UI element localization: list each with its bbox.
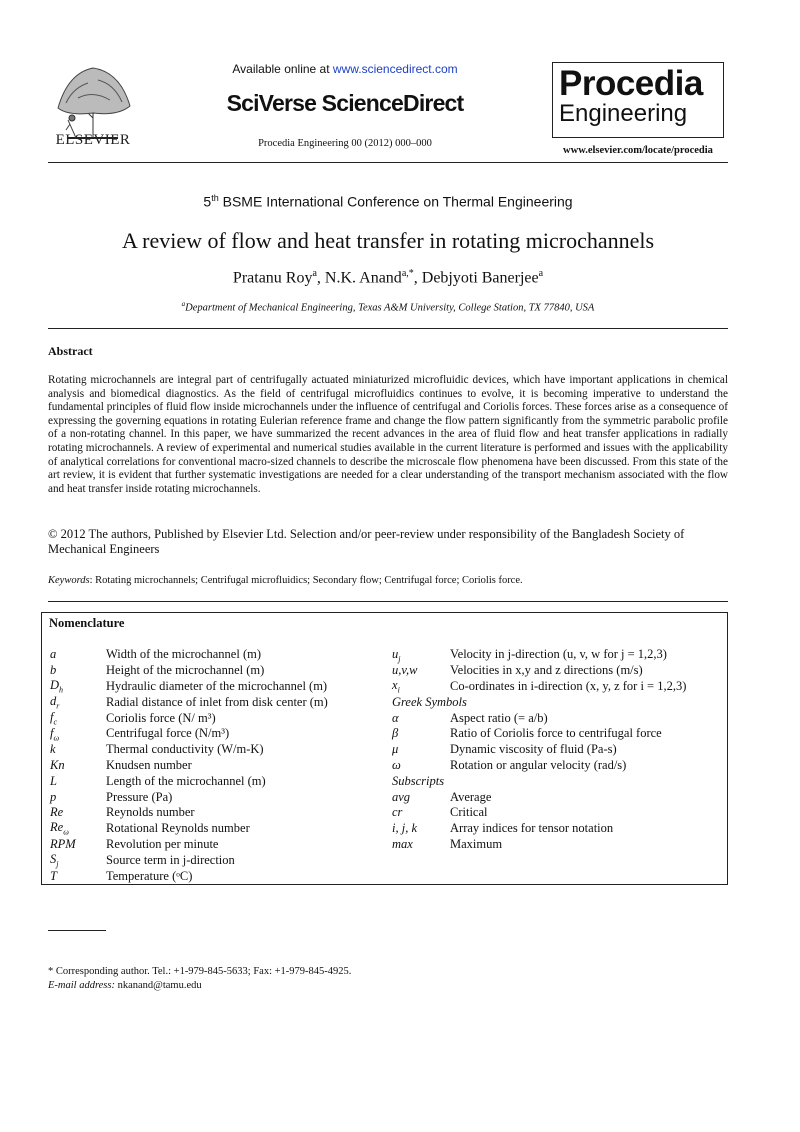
nomenclature-description: Array indices for tensor notation bbox=[450, 821, 614, 836]
nomenclature-symbol-base: RPM bbox=[50, 836, 76, 851]
nomenclature-symbol-base: T bbox=[50, 868, 57, 883]
nomenclature-symbol-base: Re bbox=[50, 820, 64, 835]
author-name: N.K. Anand bbox=[324, 269, 402, 287]
publisher-name: ELSEVIER bbox=[55, 132, 131, 148]
nomenclature-symbol bbox=[392, 711, 450, 726]
nomenclature-row bbox=[50, 868, 328, 884]
nomenclature-symbol bbox=[50, 852, 106, 869]
nomenclature-description: Length of the microchannel (m) bbox=[106, 773, 266, 788]
nomenclature-description: Coriolis force (N/ m³) bbox=[106, 710, 216, 725]
author-affil-mark: a,* bbox=[401, 268, 414, 279]
nomenclature-symbol bbox=[50, 742, 106, 757]
nomenclature-symbol-base: a bbox=[50, 647, 57, 662]
email-line bbox=[48, 979, 728, 993]
nomenclature-description: Pressure (Pa) bbox=[106, 789, 173, 804]
nomenclature-symbol-base: b bbox=[50, 663, 57, 678]
paper-title: A review of flow and heat transfer in rotating microchannels bbox=[121, 228, 655, 253]
nomenclature-description: Revolution per minute bbox=[106, 836, 219, 851]
footnote-divider bbox=[48, 930, 106, 931]
keywords-label: Keywords bbox=[48, 575, 90, 586]
author-affil-mark: a bbox=[538, 268, 544, 279]
nomenclature-symbol-base: Re bbox=[50, 805, 64, 820]
nomenclature-row bbox=[392, 773, 686, 789]
copyright-notice: © 2012 The authors, Published by Elsevier Ltd. Selection and/or peer-review under responsibility of the Bangladesh Society of Mechanical Engineers bbox=[48, 527, 685, 556]
nomenclature-symbol bbox=[50, 710, 106, 727]
nomenclature-description: Average bbox=[450, 789, 492, 804]
nomenclature-symbol-base: f bbox=[50, 725, 54, 740]
nomenclature-symbol bbox=[50, 837, 106, 852]
available-online-prefix: Available online at bbox=[232, 62, 333, 76]
nomenclature-symbol-subscript: j bbox=[398, 654, 401, 664]
nomenclature-heading: Nomenclature bbox=[49, 616, 125, 630]
nomenclature-row bbox=[50, 679, 328, 695]
nomenclature-symbol bbox=[392, 758, 450, 773]
nomenclature-symbol bbox=[50, 805, 106, 820]
nomenclature-row bbox=[392, 758, 686, 774]
nomenclature-symbol-base: x bbox=[392, 678, 398, 693]
nomenclature-row bbox=[50, 821, 328, 837]
nomenclature-description: Ratio of Coriolis force to centrifugal force bbox=[450, 726, 662, 741]
email-address[interactable]: nkanand@tamu.edu bbox=[114, 980, 202, 991]
available-online bbox=[210, 62, 480, 76]
nomenclature-description: Reynolds number bbox=[106, 805, 195, 820]
nomenclature-description: Radial distance of inlet from disk center (m) bbox=[106, 694, 328, 709]
nomenclature-description: Temperature (ᵒC) bbox=[106, 868, 193, 883]
author-list: Pratanu Roy$^a$, N.K. Anand$^{a,*}$, Debjyoti Banerjee$^a$ bbox=[232, 268, 544, 287]
nomenclature-row bbox=[50, 694, 328, 710]
nomenclature-symbol-subscript: ω bbox=[53, 733, 60, 743]
nomenclature-symbol bbox=[50, 869, 106, 884]
nomenclature-symbol-base: S bbox=[50, 852, 57, 867]
nomenclature-symbol-subscript: j bbox=[56, 859, 59, 869]
nomenclature-row bbox=[50, 805, 328, 821]
nomenclature-description: Velocities in x,y and z directions (m/s) bbox=[450, 663, 643, 678]
nomenclature-symbol-base: β bbox=[392, 726, 399, 741]
nomenclature-symbol-subscript: r bbox=[56, 701, 60, 711]
nomenclature-symbol-base: u,v,w bbox=[392, 663, 418, 678]
nomenclature-row bbox=[50, 773, 328, 789]
nomenclature-right-column bbox=[392, 647, 686, 852]
nomenclature-left-column bbox=[50, 647, 328, 884]
nomenclature-symbol bbox=[392, 726, 450, 741]
nomenclature-symbol-base: α bbox=[392, 710, 399, 725]
nomenclature-row bbox=[50, 710, 328, 726]
section-divider bbox=[48, 328, 728, 329]
nomenclature-symbol-base: avg bbox=[392, 789, 411, 804]
nomenclature-symbol-base: u bbox=[392, 646, 399, 661]
nomenclature-row bbox=[392, 837, 686, 853]
nomenclature-row bbox=[392, 805, 686, 821]
corresponding-author: * Corresponding author. Tel.: +1-979-845-5633; Fax: +1-979-845-4925. bbox=[48, 966, 352, 977]
nomenclature-description: Centrifugal force (N/m³) bbox=[106, 726, 230, 741]
nomenclature-symbol bbox=[50, 647, 106, 662]
nomenclature-description: Thermal conductivity (W/m-K) bbox=[106, 742, 264, 757]
nomenclature-description: Co-ordinates in i-direction (x, y, z for i = 1,2,3) bbox=[450, 678, 687, 693]
nomenclature-symbol-base: Kn bbox=[50, 757, 65, 772]
footnote bbox=[48, 965, 728, 993]
nomenclature-description: Maximum bbox=[450, 836, 503, 851]
nomenclature-symbol bbox=[392, 663, 450, 678]
affiliation-text: Department of Mechanical Engineering, Texas A&M University, College Station, TX 77840, USA bbox=[185, 302, 595, 314]
nomenclature-description: Dynamic viscosity of fluid (Pa-s) bbox=[450, 742, 617, 757]
nomenclature-row bbox=[392, 679, 686, 695]
keywords bbox=[48, 575, 728, 586]
nomenclature-symbol-base: i, j, k bbox=[392, 821, 417, 836]
nomenclature-row bbox=[50, 837, 328, 853]
nomenclature-row bbox=[50, 647, 328, 663]
nomenclature-description: Critical bbox=[450, 805, 488, 820]
nomenclature-description: Aspect ratio (= a/b) bbox=[450, 710, 548, 725]
affiliation bbox=[48, 300, 728, 314]
conference-title: BSME International Conference on Thermal Engineering bbox=[218, 193, 573, 210]
nomenclature-symbol-base: L bbox=[50, 773, 57, 788]
nomenclature-row bbox=[392, 694, 686, 710]
conference-ordinal: 5 bbox=[203, 193, 212, 210]
sciencedirect-link[interactable]: www.sciencedirect.com bbox=[332, 62, 458, 76]
nomenclature-symbol bbox=[392, 647, 450, 664]
nomenclature-row bbox=[392, 647, 686, 663]
nomenclature-description: Rotational Reynolds number bbox=[106, 821, 250, 836]
procedia-logo bbox=[552, 62, 724, 138]
nomenclature-description: Height of the microchannel (m) bbox=[106, 663, 265, 678]
nomenclature-symbol-base: μ bbox=[392, 742, 399, 757]
keywords-list: : Rotating microchannels; Centrifugal microfluidics; Secondary flow; Centrifugal force; Coriolis force. bbox=[89, 575, 523, 586]
nomenclature-symbol bbox=[50, 663, 106, 678]
author-name: Pratanu Roy bbox=[232, 269, 313, 287]
nomenclature-row bbox=[392, 821, 686, 837]
nomenclature-symbol-subscript: c bbox=[53, 717, 58, 727]
nomenclature-symbol bbox=[50, 726, 106, 743]
nomenclature-symbol bbox=[392, 837, 450, 852]
nomenclature-row bbox=[392, 742, 686, 758]
nomenclature-symbol bbox=[392, 678, 450, 695]
header-divider bbox=[48, 162, 728, 163]
journal-url[interactable]: www.elsevier.com/locate/procedia bbox=[563, 145, 713, 156]
nomenclature-subheading: Subscripts bbox=[392, 773, 445, 788]
affiliation-mark: a bbox=[181, 300, 186, 308]
nomenclature-symbol bbox=[392, 805, 450, 820]
nomenclature-symbol-base: p bbox=[50, 789, 57, 804]
nomenclature-row bbox=[50, 758, 328, 774]
nomenclature-subheading: Greek Symbols bbox=[392, 694, 467, 709]
nomenclature-description: Width of the microchannel (m) bbox=[106, 647, 261, 662]
nomenclature-symbol-subscript: h bbox=[59, 685, 64, 695]
nomenclature-row bbox=[50, 663, 328, 679]
nomenclature-symbol-base: d bbox=[50, 694, 57, 709]
section-divider bbox=[48, 601, 728, 602]
nomenclature-symbol bbox=[392, 821, 450, 836]
nomenclature-row bbox=[392, 726, 686, 742]
abstract-body: Rotating microchannels are integral part of centrifugally actuated miniaturized microfluidic devices, which have important applications in chemical analysis and biomedical diagnostics. As the field of centrifugal microfluidics continues to evolve, it is becoming imperative to understand the fundamental principles of fluid flow inside microchannels under the influence of centrifugal and Coriolis forces. These forces arise as a consequence of expressing the governing equations in rotating Eulerian reference frame and change the flow pattern significantly from the symmetric parabolic profile of a non-rotating channel. In this paper, we have summarized the recent advances in the area of fluid flow and heat transfer applications in radially rotating microchannels. A review of experimental and numerical studies available in the current literature is performed and issues with the applicability of analytical correlations for conventional macro-sized channels to describe the microscale flow phenomena have been discussed. From this state of the art review, it is evident that further systematic investigations are needed for a clear understanding of the transport mechanism associated with the flow and heat transfer inside rotating microchannels. bbox=[48, 374, 728, 495]
nomenclature-symbol-base: max bbox=[392, 836, 413, 851]
sciverse-sciencedirect-logo: SciVerse ScienceDirect bbox=[226, 90, 464, 116]
nomenclature-symbol bbox=[392, 790, 450, 805]
nomenclature-description: Source term in j-direction bbox=[106, 852, 235, 867]
nomenclature-symbol bbox=[50, 790, 106, 805]
nomenclature-symbol-base: D bbox=[50, 678, 60, 693]
conference-ordinal-suffix: th bbox=[211, 193, 219, 203]
procedia-title: Procedia bbox=[559, 64, 703, 103]
email-label: E-mail address: bbox=[48, 980, 115, 991]
nomenclature-row bbox=[392, 663, 686, 679]
journal-citation: Procedia Engineering 00 (2012) 000–000 bbox=[258, 138, 432, 149]
nomenclature-row bbox=[392, 710, 686, 726]
nomenclature-symbol-base: ω bbox=[392, 757, 401, 772]
conference-name bbox=[48, 193, 728, 210]
nomenclature-symbol bbox=[50, 694, 106, 711]
nomenclature-symbol bbox=[50, 758, 106, 773]
nomenclature-description: Velocity in j-direction (u, v, w for j = 1,2,3) bbox=[450, 647, 667, 662]
procedia-subtitle: Engineering bbox=[559, 100, 688, 127]
nomenclature-symbol-subscript: ω bbox=[63, 827, 69, 837]
nomenclature-row bbox=[50, 852, 328, 868]
nomenclature-symbol bbox=[50, 678, 106, 695]
nomenclature-description: Rotation or angular velocity (rad/s) bbox=[450, 757, 627, 772]
nomenclature-row bbox=[50, 789, 328, 805]
nomenclature-symbol-base: k bbox=[50, 742, 56, 757]
author-affil-mark: a bbox=[312, 268, 317, 279]
nomenclature-row bbox=[50, 742, 328, 758]
nomenclature-description: Hydraulic diameter of the microchannel (m) bbox=[106, 678, 328, 693]
nomenclature-row bbox=[392, 789, 686, 805]
nomenclature-symbol bbox=[50, 774, 106, 789]
nomenclature-description: Knudsen number bbox=[106, 757, 192, 772]
nomenclature-symbol-base: f bbox=[50, 709, 54, 724]
nomenclature-symbol-base: cr bbox=[392, 805, 403, 820]
abstract-heading: Abstract bbox=[48, 344, 93, 358]
author-name: Debjyoti Banerjee bbox=[421, 269, 539, 287]
nomenclature-symbol-subscript: i bbox=[397, 685, 400, 695]
nomenclature-symbol bbox=[50, 820, 106, 837]
nomenclature-symbol bbox=[392, 742, 450, 757]
nomenclature-row bbox=[50, 726, 328, 742]
